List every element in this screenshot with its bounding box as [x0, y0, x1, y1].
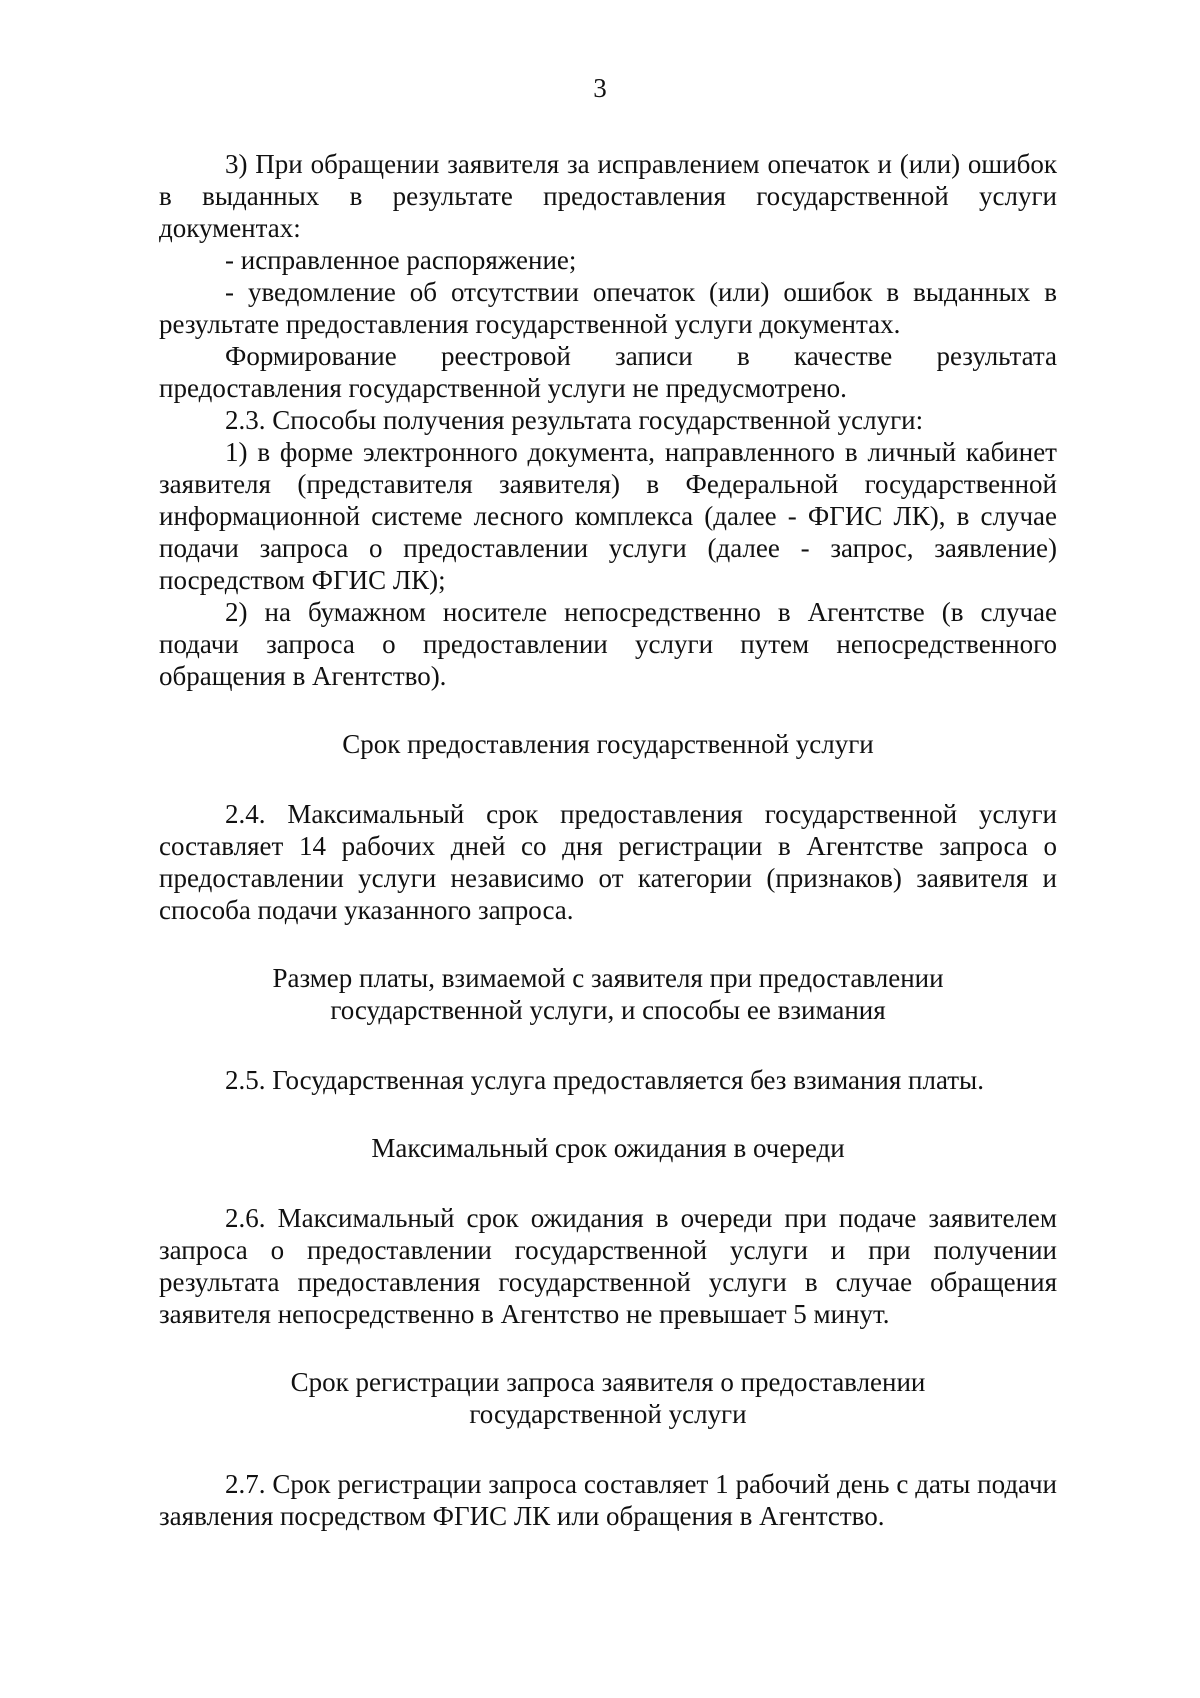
paragraph: Формирование реестровой записи в качестве результата предоставления государственной услуги не предусмотрено.: [159, 341, 1057, 403]
paragraph: 2.6. Максимальный срок ожидания в очереди при подаче заявителем запроса о предоставлении государственной услуги и при получении результата предоставления государственной услуги в случае обращения заявителя непосредственно в Агентство не превышает 5 минут.: [159, 1203, 1057, 1329]
section-heading-line: Размер платы, взимаемой с заявителя при предоставлении: [272, 963, 944, 993]
paragraph: 2.7. Срок регистрации запроса составляет 1 рабочий день с даты подачи заявления посредством ФГИС ЛК или обращения в Агентство.: [159, 1469, 1057, 1531]
section-heading-line: государственной услуги, и способы ее взимания: [330, 995, 886, 1025]
list-item: 1) в форме электронного документа, направленного в личный кабинет заявителя (представителя заявителя) в Федеральной государственной информационной системе лесного комплекса (далее - ФГИС ЛК), в случае подачи запроса о предоставлении услуги (далее - запрос, заявление) посредством ФГИС ЛК);: [159, 437, 1057, 595]
section-heading: [159, 728, 1057, 760]
section-heading: [159, 1366, 1057, 1430]
section-heading-line: государственной услуги: [469, 1399, 747, 1429]
list-item: - исправленное распоряжение;: [225, 245, 577, 275]
paragraph: 2.5. Государственная услуга предоставляется без взимания платы.: [225, 1065, 984, 1095]
section-heading: [159, 1132, 1057, 1164]
document-body: [159, 148, 1057, 1532]
paragraph: 2.3. Способы получения результата государственной услуги:: [225, 405, 924, 435]
section-heading-line: Срок предоставления государственной услуги: [342, 729, 874, 759]
paragraph: 2.4. Максимальный срок предоставления государственной услуги составляет 14 рабочих дней со дня регистрации в Агентстве запроса о предоставлении услуги независимо от категории (признаков) заявителя и способа подачи указанного запроса.: [159, 799, 1057, 925]
paragraph: 3) При обращении заявителя за исправлением опечаток и (или) ошибок в выданных в результате предоставления государственной услуги документах:: [159, 149, 1057, 243]
section-heading: [159, 962, 1057, 1026]
page-number: 3: [593, 73, 607, 103]
section-heading-line: Срок регистрации запроса заявителя о предоставлении: [290, 1367, 926, 1397]
section-heading-line: Максимальный срок ожидания в очереди: [371, 1133, 845, 1163]
list-item: 2) на бумажном носителе непосредственно в Агентстве (в случае подачи запроса о предоставлении услуги путем непосредственного обращения в Агентство).: [159, 597, 1057, 691]
list-item: - уведомление об отсутствии опечаток (или) ошибок в выданных в результате предоставления государственной услуги документах.: [159, 277, 1057, 339]
